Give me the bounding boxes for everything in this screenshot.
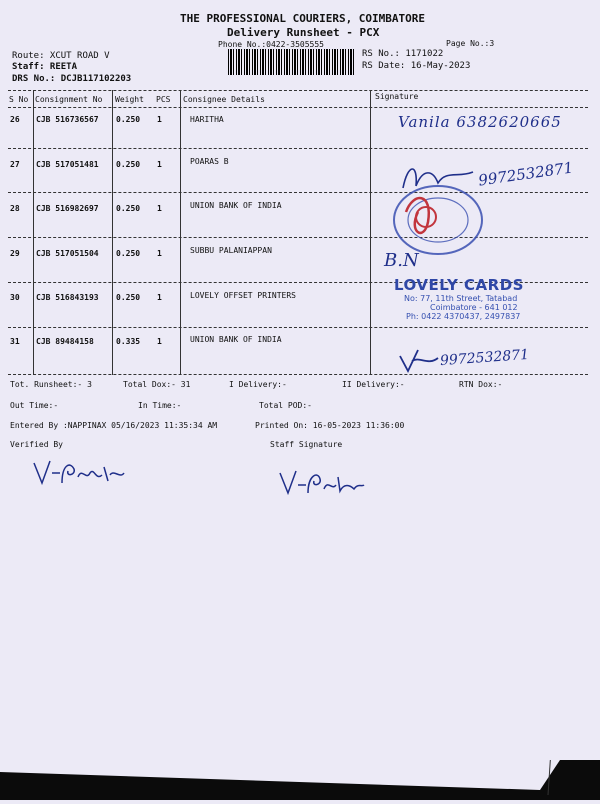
rs-number: RS No.: 1171022 <box>362 49 444 59</box>
handwritten-signature-29: B.N <box>384 250 419 271</box>
header-consignment: Consignment No <box>35 95 103 104</box>
row-rule <box>8 148 588 149</box>
in-time: In Time:- <box>138 401 182 410</box>
row-consignee: POARAS B <box>190 157 229 166</box>
stamp-line1: No: 77, 11th Street, Tatabad <box>404 294 518 303</box>
row-sno: 27 <box>10 160 20 169</box>
header-sno: S No <box>9 95 29 104</box>
stamp-line3: Ph: 0422 4370437, 2497837 <box>406 312 521 321</box>
header-weight: Weight <box>115 95 144 104</box>
col-divider <box>33 90 34 375</box>
row-consignment: CJB 516736567 <box>36 115 99 124</box>
row-sno: 30 <box>10 293 20 302</box>
row-rule <box>8 192 588 193</box>
row-weight: 0.250 <box>116 204 141 213</box>
handwritten-signature-26: Vanila 6382620665 <box>398 113 562 131</box>
table-header-rule <box>8 107 588 108</box>
company-stamp <box>394 276 544 334</box>
row-pcs: 1 <box>157 160 162 169</box>
row-pcs: 1 <box>157 204 162 213</box>
rtn-dox: RTN Dox:- <box>459 380 503 389</box>
header-consignee: Consignee Details <box>183 95 265 104</box>
route-label: Route: XCUT ROAD V <box>12 51 110 61</box>
row-consignment: CJB 517051481 <box>36 160 99 169</box>
row-consignee: SUBBU PALANIAPPAN <box>190 246 272 255</box>
company-title: THE PROFESSIONAL COURIERS, COIMBATORE <box>180 12 426 25</box>
row-consignee: HARITHA <box>190 115 224 124</box>
page-number: Page No.:3 <box>446 39 495 48</box>
row-consignee: UNION BANK OF INDIA <box>190 201 282 210</box>
header-signature: Signature <box>375 92 419 101</box>
row-sno: 31 <box>10 337 20 346</box>
out-time: Out Time:- <box>10 401 59 410</box>
total-dox: Total Dox:- 31 <box>123 380 191 389</box>
row-consignment: CJB 516843193 <box>36 293 99 302</box>
row-consignment: CJB 517051504 <box>36 249 99 258</box>
row-weight: 0.250 <box>116 160 141 169</box>
runsheet-subtitle: Delivery Runsheet - PCX <box>227 26 380 39</box>
verified-signature <box>30 455 130 494</box>
row-pcs: 1 <box>157 115 162 124</box>
i-delivery: I Delivery:- <box>229 380 287 389</box>
row-weight: 0.250 <box>116 293 141 302</box>
row-weight: 0.250 <box>116 249 141 258</box>
total-pod: Total POD:- <box>259 401 312 410</box>
row-sno: 28 <box>10 204 20 213</box>
row-weight: 0.250 <box>116 115 141 124</box>
scan-edge <box>0 760 600 800</box>
handwritten-signature-31: 9972532871 <box>439 346 530 370</box>
entered-by: Entered By :NAPPINAX 05/16/2023 11:35:34 AM <box>10 421 218 430</box>
staff-signature <box>278 465 368 504</box>
stamp-line2: Coimbatore - 641 012 <box>430 303 518 312</box>
printed-on: Printed On: 16-05-2023 11:36:00 <box>255 421 405 430</box>
verified-by-label: Verified By <box>10 440 63 449</box>
stamp-name: LOVELY CARDS <box>394 276 524 294</box>
row-sno: 29 <box>10 249 20 258</box>
col-divider <box>180 90 181 375</box>
row-sno: 26 <box>10 115 20 124</box>
row-consignee: LOVELY OFFSET PRINTERS <box>190 291 296 300</box>
row-consignment: CJB 89484158 <box>36 337 94 346</box>
table-bottom-rule <box>8 374 588 375</box>
header-pcs: PCS <box>156 95 171 104</box>
row-consignment: CJB 516982697 <box>36 204 99 213</box>
table-top-rule <box>8 90 588 91</box>
barcode <box>228 49 356 75</box>
row-pcs: 1 <box>157 249 162 258</box>
handwritten-signature-27: 9972532871 <box>477 158 575 190</box>
row-pcs: 1 <box>157 337 162 346</box>
drs-number: DRS No.: DCJB117102203 <box>12 74 132 84</box>
staff-signature-label: Staff Signature <box>270 440 343 449</box>
total-runsheet: Tot. Runsheet:- 3 <box>10 380 92 389</box>
row-weight: 0.335 <box>116 337 141 346</box>
ii-delivery: II Delivery:- <box>342 380 405 389</box>
row-rule <box>8 237 588 238</box>
staff-label: Staff: REETA <box>12 62 78 72</box>
rs-date: RS Date: 16-May-2023 <box>362 61 471 71</box>
col-divider <box>370 90 371 375</box>
col-divider <box>112 90 113 375</box>
phone-number: Phone No.:0422-3505555 <box>218 40 324 49</box>
row-consignee: UNION BANK OF INDIA <box>190 335 282 344</box>
row-pcs: 1 <box>157 293 162 302</box>
